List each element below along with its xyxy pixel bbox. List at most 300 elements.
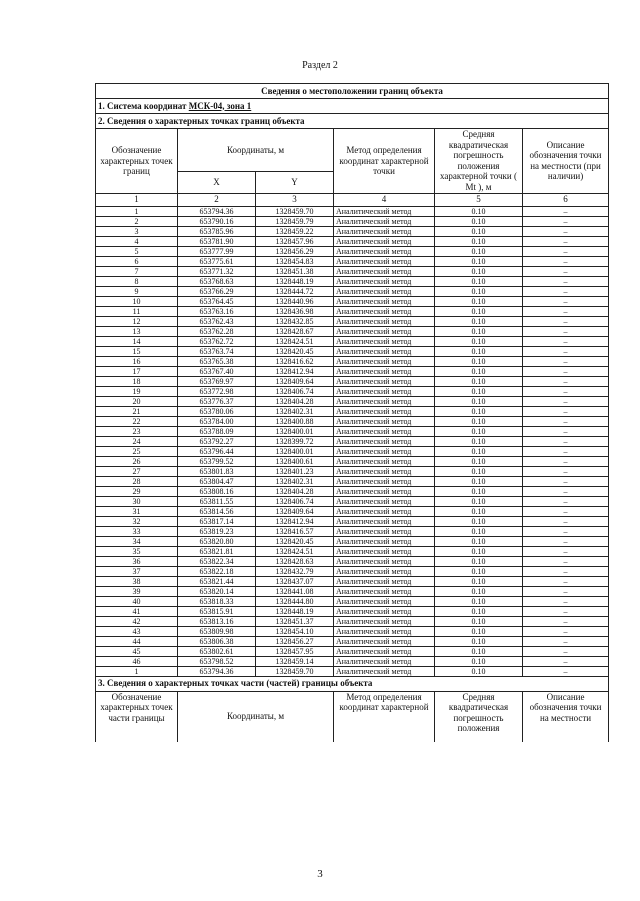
point-number-cell: 8 bbox=[96, 276, 178, 286]
section-title: Раздел 2 bbox=[302, 60, 338, 71]
y-coordinate-cell: 1328459.14 bbox=[256, 656, 334, 666]
method-cell: Аналитический метод bbox=[334, 546, 435, 556]
x-coordinate-cell: 653796.44 bbox=[178, 446, 256, 456]
method-cell: Аналитический метод bbox=[334, 666, 435, 676]
point-number-cell: 30 bbox=[96, 496, 178, 506]
x-coordinate-cell: 653762.43 bbox=[178, 316, 256, 326]
description-cell: – bbox=[523, 456, 609, 466]
description-cell: – bbox=[523, 626, 609, 636]
point-number-cell: 26 bbox=[96, 456, 178, 466]
y-coordinate-cell: 1328406.74 bbox=[256, 496, 334, 506]
point-number-cell: 2 bbox=[96, 216, 178, 226]
description-cell: – bbox=[523, 336, 609, 346]
description-cell: – bbox=[523, 526, 609, 536]
error-cell: 0.10 bbox=[435, 396, 523, 406]
method-cell: Аналитический метод bbox=[334, 476, 435, 486]
method-cell: Аналитический метод bbox=[334, 626, 435, 636]
x-coordinate-cell: 653818.33 bbox=[178, 596, 256, 606]
error-cell: 0.10 bbox=[435, 406, 523, 416]
y-coordinate-cell: 1328412.94 bbox=[256, 516, 334, 526]
method-cell: Аналитический метод bbox=[334, 376, 435, 386]
description-cell: – bbox=[523, 216, 609, 226]
method-cell: Аналитический метод bbox=[334, 616, 435, 626]
y-coordinate-cell: 1328448.19 bbox=[256, 606, 334, 616]
y-coordinate-cell: 1328454.83 bbox=[256, 256, 334, 266]
col-number: 3 bbox=[256, 193, 334, 206]
point-number-cell: 6 bbox=[96, 256, 178, 266]
point-number-cell: 1 bbox=[96, 206, 178, 216]
table-row bbox=[96, 236, 609, 246]
x-coordinate-cell: 653790.16 bbox=[178, 216, 256, 226]
x-coordinate-cell: 653798.52 bbox=[178, 656, 256, 666]
x-coordinate-cell: 653775.61 bbox=[178, 256, 256, 266]
method-cell: Аналитический метод bbox=[334, 416, 435, 426]
table-row bbox=[96, 346, 609, 356]
table-row bbox=[96, 436, 609, 446]
error-cell: 0.10 bbox=[435, 446, 523, 456]
description-cell: – bbox=[523, 556, 609, 566]
method-cell: Аналитический метод bbox=[334, 456, 435, 466]
error-cell: 0.10 bbox=[435, 276, 523, 286]
error-cell: 0.10 bbox=[435, 356, 523, 366]
point-number-cell: 38 bbox=[96, 576, 178, 586]
point-number-cell: 23 bbox=[96, 426, 178, 436]
description-cell: – bbox=[523, 206, 609, 216]
description-cell: – bbox=[523, 346, 609, 356]
point-number-cell: 41 bbox=[96, 606, 178, 616]
col-number: 4 bbox=[334, 193, 435, 206]
description-cell: – bbox=[523, 616, 609, 626]
error-cell: 0.10 bbox=[435, 576, 523, 586]
point-number-cell: 4 bbox=[96, 236, 178, 246]
error-cell: 0.10 bbox=[435, 486, 523, 496]
table-row bbox=[96, 416, 609, 426]
method-cell: Аналитический метод bbox=[334, 326, 435, 336]
point-number-cell: 25 bbox=[96, 446, 178, 456]
header-method: Метод определения координат характерной точки bbox=[334, 129, 435, 194]
header3-error: Средняя квадратическая погрешность положения bbox=[435, 691, 523, 742]
point-number-cell: 39 bbox=[96, 586, 178, 596]
table-row bbox=[96, 296, 609, 306]
point-number-cell: 29 bbox=[96, 486, 178, 496]
table-row bbox=[96, 586, 609, 596]
x-coordinate-cell: 653819.23 bbox=[178, 526, 256, 536]
point-number-cell: 28 bbox=[96, 476, 178, 486]
method-cell: Аналитический метод bbox=[334, 336, 435, 346]
boundary-table bbox=[95, 83, 609, 677]
description-cell: – bbox=[523, 416, 609, 426]
x-coordinate-cell: 653804.47 bbox=[178, 476, 256, 486]
x-coordinate-cell: 653815.91 bbox=[178, 606, 256, 616]
description-cell: – bbox=[523, 356, 609, 366]
point-number-cell: 3 bbox=[96, 226, 178, 236]
x-coordinate-cell: 653814.56 bbox=[178, 506, 256, 516]
table-row bbox=[96, 466, 609, 476]
x-coordinate-cell: 653762.28 bbox=[178, 326, 256, 336]
x-coordinate-cell: 653767.40 bbox=[178, 366, 256, 376]
y-coordinate-cell: 1328409.64 bbox=[256, 376, 334, 386]
description-cell: – bbox=[523, 296, 609, 306]
description-cell: – bbox=[523, 306, 609, 316]
y-coordinate-cell: 1328457.95 bbox=[256, 646, 334, 656]
table-row bbox=[96, 596, 609, 606]
method-cell: Аналитический метод bbox=[334, 366, 435, 376]
coord-system bbox=[96, 99, 609, 114]
table-row bbox=[96, 476, 609, 486]
y-coordinate-cell: 1328459.22 bbox=[256, 226, 334, 236]
x-coordinate-cell: 653781.90 bbox=[178, 236, 256, 246]
table-row bbox=[96, 626, 609, 636]
method-cell: Аналитический метод bbox=[334, 256, 435, 266]
x-coordinate-cell: 653813.16 bbox=[178, 616, 256, 626]
x-coordinate-cell: 653764.45 bbox=[178, 296, 256, 306]
method-cell: Аналитический метод bbox=[334, 206, 435, 216]
method-cell: Аналитический метод bbox=[334, 396, 435, 406]
description-cell: – bbox=[523, 236, 609, 246]
x-coordinate-cell: 653766.29 bbox=[178, 286, 256, 296]
header-error: Средняя квадратическая погрешность положения характерной точки ( Mt ), м bbox=[435, 129, 523, 194]
method-cell: Аналитический метод bbox=[334, 406, 435, 416]
point-number-cell: 45 bbox=[96, 646, 178, 656]
description-cell: – bbox=[523, 326, 609, 336]
point-number-cell: 31 bbox=[96, 506, 178, 516]
table-row bbox=[96, 636, 609, 646]
y-coordinate-cell: 1328428.67 bbox=[256, 326, 334, 336]
x-coordinate-cell: 653777.99 bbox=[178, 246, 256, 256]
x-coordinate-cell: 653772.98 bbox=[178, 386, 256, 396]
point-number-cell: 34 bbox=[96, 536, 178, 546]
error-cell: 0.10 bbox=[435, 306, 523, 316]
error-cell: 0.10 bbox=[435, 216, 523, 226]
x-coordinate-cell: 653821.81 bbox=[178, 546, 256, 556]
method-cell: Аналитический метод bbox=[334, 436, 435, 446]
description-cell: – bbox=[523, 436, 609, 446]
description-cell: – bbox=[523, 596, 609, 606]
method-cell: Аналитический метод bbox=[334, 656, 435, 666]
point-number-cell: 18 bbox=[96, 376, 178, 386]
error-cell: 0.10 bbox=[435, 526, 523, 536]
table-row bbox=[96, 576, 609, 586]
table-row bbox=[96, 366, 609, 376]
table-row bbox=[96, 496, 609, 506]
error-cell: 0.10 bbox=[435, 666, 523, 676]
coord-system-prefix: 1. Система координат bbox=[98, 100, 189, 111]
point-number-cell: 7 bbox=[96, 266, 178, 276]
x-coordinate-cell: 653806.38 bbox=[178, 636, 256, 646]
method-cell: Аналитический метод bbox=[334, 526, 435, 536]
x-coordinate-cell: 653794.36 bbox=[178, 206, 256, 216]
method-cell: Аналитический метод bbox=[334, 266, 435, 276]
error-cell: 0.10 bbox=[435, 346, 523, 356]
table-row bbox=[96, 306, 609, 316]
method-cell: Аналитический метод bbox=[334, 636, 435, 646]
error-cell: 0.10 bbox=[435, 586, 523, 596]
y-coordinate-cell: 1328459.70 bbox=[256, 666, 334, 676]
x-coordinate-cell: 653776.37 bbox=[178, 396, 256, 406]
method-cell: Аналитический метод bbox=[334, 496, 435, 506]
error-cell: 0.10 bbox=[435, 366, 523, 376]
error-cell: 0.10 bbox=[435, 606, 523, 616]
method-cell: Аналитический метод bbox=[334, 356, 435, 366]
point-number-cell: 20 bbox=[96, 396, 178, 406]
error-cell: 0.10 bbox=[435, 386, 523, 396]
description-cell: – bbox=[523, 486, 609, 496]
y-coordinate-cell: 1328428.63 bbox=[256, 556, 334, 566]
table-row bbox=[96, 516, 609, 526]
x-coordinate-cell: 653820.14 bbox=[178, 586, 256, 596]
description-cell: – bbox=[523, 576, 609, 586]
point-number-cell: 22 bbox=[96, 416, 178, 426]
col-number: 6 bbox=[523, 193, 609, 206]
method-cell: Аналитический метод bbox=[334, 216, 435, 226]
table-row bbox=[96, 226, 609, 236]
table-row bbox=[96, 206, 609, 216]
y-coordinate-cell: 1328444.72 bbox=[256, 286, 334, 296]
y-coordinate-cell: 1328436.98 bbox=[256, 306, 334, 316]
table-row bbox=[96, 406, 609, 416]
method-cell: Аналитический метод bbox=[334, 466, 435, 476]
description-cell: – bbox=[523, 586, 609, 596]
method-cell: Аналитический метод bbox=[334, 386, 435, 396]
point-number-cell: 46 bbox=[96, 656, 178, 666]
error-cell: 0.10 bbox=[435, 506, 523, 516]
y-coordinate-cell: 1328400.01 bbox=[256, 446, 334, 456]
error-cell: 0.10 bbox=[435, 426, 523, 436]
col-number: 2 bbox=[178, 193, 256, 206]
y-coordinate-cell: 1328400.01 bbox=[256, 426, 334, 436]
y-coordinate-cell: 1328402.31 bbox=[256, 406, 334, 416]
description-cell: – bbox=[523, 256, 609, 266]
table-row bbox=[96, 656, 609, 666]
y-coordinate-cell: 1328459.79 bbox=[256, 216, 334, 226]
error-cell: 0.10 bbox=[435, 416, 523, 426]
y-coordinate-cell: 1328432.85 bbox=[256, 316, 334, 326]
error-cell: 0.10 bbox=[435, 536, 523, 546]
page-number: 3 bbox=[317, 868, 323, 880]
description-cell: – bbox=[523, 666, 609, 676]
point-number-cell: 1 bbox=[96, 666, 178, 676]
method-cell: Аналитический метод bbox=[334, 556, 435, 566]
point-number-cell: 11 bbox=[96, 306, 178, 316]
y-coordinate-cell: 1328456.29 bbox=[256, 246, 334, 256]
error-cell: 0.10 bbox=[435, 646, 523, 656]
table-row bbox=[96, 396, 609, 406]
point-number-cell: 21 bbox=[96, 406, 178, 416]
y-coordinate-cell: 1328416.57 bbox=[256, 526, 334, 536]
point-number-cell: 37 bbox=[96, 566, 178, 576]
header3-point: Обозначение характерных точек части границы bbox=[96, 691, 178, 742]
point-number-cell: 14 bbox=[96, 336, 178, 346]
y-coordinate-cell: 1328404.28 bbox=[256, 396, 334, 406]
method-cell: Аналитический метод bbox=[334, 246, 435, 256]
method-cell: Аналитический метод bbox=[334, 346, 435, 356]
x-coordinate-cell: 653769.97 bbox=[178, 376, 256, 386]
col-number: 5 bbox=[435, 193, 523, 206]
table-row bbox=[96, 326, 609, 336]
x-coordinate-cell: 653802.61 bbox=[178, 646, 256, 656]
error-cell: 0.10 bbox=[435, 556, 523, 566]
y-coordinate-cell: 1328456.27 bbox=[256, 636, 334, 646]
x-coordinate-cell: 653811.55 bbox=[178, 496, 256, 506]
x-coordinate-cell: 653822.34 bbox=[178, 556, 256, 566]
y-coordinate-cell: 1328440.96 bbox=[256, 296, 334, 306]
table-row bbox=[96, 606, 609, 616]
error-cell: 0.10 bbox=[435, 336, 523, 346]
description-cell: – bbox=[523, 646, 609, 656]
table-row bbox=[96, 266, 609, 276]
method-cell: Аналитический метод bbox=[334, 516, 435, 526]
table-row bbox=[96, 446, 609, 456]
table-row bbox=[96, 566, 609, 576]
table-row bbox=[96, 506, 609, 516]
method-cell: Аналитический метод bbox=[334, 506, 435, 516]
x-coordinate-cell: 653794.36 bbox=[178, 666, 256, 676]
coord-system-value: МСК-04, зона 1 bbox=[188, 100, 252, 111]
x-coordinate-cell: 653785.96 bbox=[178, 226, 256, 236]
y-coordinate-cell: 1328401.23 bbox=[256, 466, 334, 476]
point-number-cell: 9 bbox=[96, 286, 178, 296]
y-coordinate-cell: 1328400.61 bbox=[256, 456, 334, 466]
header3-description: Описание обозначения точки на местности bbox=[523, 691, 609, 742]
y-coordinate-cell: 1328402.31 bbox=[256, 476, 334, 486]
method-cell: Аналитический метод bbox=[334, 316, 435, 326]
method-cell: Аналитический метод bbox=[334, 236, 435, 246]
method-cell: Аналитический метод bbox=[334, 606, 435, 616]
y-coordinate-cell: 1328437.07 bbox=[256, 576, 334, 586]
error-cell: 0.10 bbox=[435, 566, 523, 576]
error-cell: 0.10 bbox=[435, 266, 523, 276]
x-coordinate-cell: 653822.18 bbox=[178, 566, 256, 576]
description-cell: – bbox=[523, 426, 609, 436]
y-coordinate-cell: 1328451.38 bbox=[256, 266, 334, 276]
point-number-cell: 33 bbox=[96, 526, 178, 536]
point-number-cell: 24 bbox=[96, 436, 178, 446]
description-cell: – bbox=[523, 536, 609, 546]
x-coordinate-cell: 653809.98 bbox=[178, 626, 256, 636]
y-coordinate-cell: 1328444.80 bbox=[256, 596, 334, 606]
error-cell: 0.10 bbox=[435, 236, 523, 246]
table-row bbox=[96, 486, 609, 496]
description-cell: – bbox=[523, 506, 609, 516]
point-number-cell: 13 bbox=[96, 326, 178, 336]
method-cell: Аналитический метод bbox=[334, 576, 435, 586]
table-row bbox=[96, 646, 609, 656]
error-cell: 0.10 bbox=[435, 376, 523, 386]
error-cell: 0.10 bbox=[435, 596, 523, 606]
header-y: Y bbox=[256, 171, 334, 193]
error-cell: 0.10 bbox=[435, 436, 523, 446]
x-coordinate-cell: 653820.80 bbox=[178, 536, 256, 546]
table-row bbox=[96, 426, 609, 436]
description-cell: – bbox=[523, 386, 609, 396]
method-cell: Аналитический метод bbox=[334, 536, 435, 546]
x-coordinate-cell: 653788.09 bbox=[178, 426, 256, 436]
method-cell: Аналитический метод bbox=[334, 286, 435, 296]
point-number-cell: 27 bbox=[96, 466, 178, 476]
y-coordinate-cell: 1328406.74 bbox=[256, 386, 334, 396]
description-cell: – bbox=[523, 636, 609, 646]
table-row bbox=[96, 256, 609, 266]
y-coordinate-cell: 1328404.28 bbox=[256, 486, 334, 496]
header-coords: Координаты, м bbox=[178, 129, 334, 172]
header-x: X bbox=[178, 171, 256, 193]
error-cell: 0.10 bbox=[435, 256, 523, 266]
description-cell: – bbox=[523, 496, 609, 506]
point-number-cell: 16 bbox=[96, 356, 178, 366]
table-row bbox=[96, 246, 609, 256]
description-cell: – bbox=[523, 406, 609, 416]
y-coordinate-cell: 1328420.45 bbox=[256, 346, 334, 356]
method-cell: Аналитический метод bbox=[334, 296, 435, 306]
x-coordinate-cell: 653763.74 bbox=[178, 346, 256, 356]
x-coordinate-cell: 653801.83 bbox=[178, 466, 256, 476]
description-cell: – bbox=[523, 366, 609, 376]
table-row bbox=[96, 616, 609, 626]
header3-method: Метод определения координат характерной bbox=[334, 691, 435, 742]
error-cell: 0.10 bbox=[435, 626, 523, 636]
description-cell: – bbox=[523, 606, 609, 616]
table-row bbox=[96, 386, 609, 396]
x-coordinate-cell: 653765.38 bbox=[178, 356, 256, 366]
y-coordinate-cell: 1328424.51 bbox=[256, 546, 334, 556]
x-coordinate-cell: 653821.44 bbox=[178, 576, 256, 586]
method-cell: Аналитический метод bbox=[334, 586, 435, 596]
y-coordinate-cell: 1328424.51 bbox=[256, 336, 334, 346]
section3-table bbox=[95, 677, 609, 742]
table-row bbox=[96, 316, 609, 326]
header-description: Описание обозначения точки на местности (при наличии) bbox=[523, 129, 609, 194]
error-cell: 0.10 bbox=[435, 296, 523, 306]
header3-coords: Координаты, м bbox=[178, 691, 334, 742]
x-coordinate-cell: 653771.32 bbox=[178, 266, 256, 276]
point-number-cell: 10 bbox=[96, 296, 178, 306]
y-coordinate-cell: 1328448.19 bbox=[256, 276, 334, 286]
y-coordinate-cell: 1328416.62 bbox=[256, 356, 334, 366]
x-coordinate-cell: 653792.27 bbox=[178, 436, 256, 446]
col-number: 1 bbox=[96, 193, 178, 206]
y-coordinate-cell: 1328451.37 bbox=[256, 616, 334, 626]
description-cell: – bbox=[523, 316, 609, 326]
point-number-cell: 15 bbox=[96, 346, 178, 356]
point-number-cell: 42 bbox=[96, 616, 178, 626]
description-cell: – bbox=[523, 246, 609, 256]
error-cell: 0.10 bbox=[435, 496, 523, 506]
table-row bbox=[96, 526, 609, 536]
table-row bbox=[96, 356, 609, 366]
description-cell: – bbox=[523, 446, 609, 456]
x-coordinate-cell: 653808.16 bbox=[178, 486, 256, 496]
method-cell: Аналитический метод bbox=[334, 426, 435, 436]
y-coordinate-cell: 1328454.10 bbox=[256, 626, 334, 636]
point-number-cell: 44 bbox=[96, 636, 178, 646]
error-cell: 0.10 bbox=[435, 466, 523, 476]
y-coordinate-cell: 1328400.88 bbox=[256, 416, 334, 426]
x-coordinate-cell: 653784.00 bbox=[178, 416, 256, 426]
y-coordinate-cell: 1328399.72 bbox=[256, 436, 334, 446]
description-cell: – bbox=[523, 266, 609, 276]
x-coordinate-cell: 653780.06 bbox=[178, 406, 256, 416]
method-cell: Аналитический метод bbox=[334, 566, 435, 576]
method-cell: Аналитический метод bbox=[334, 446, 435, 456]
description-cell: – bbox=[523, 286, 609, 296]
y-coordinate-cell: 1328420.45 bbox=[256, 536, 334, 546]
table-row bbox=[96, 456, 609, 466]
description-cell: – bbox=[523, 466, 609, 476]
description-cell: – bbox=[523, 546, 609, 556]
description-cell: – bbox=[523, 396, 609, 406]
x-coordinate-cell: 653763.16 bbox=[178, 306, 256, 316]
method-cell: Аналитический метод bbox=[334, 306, 435, 316]
